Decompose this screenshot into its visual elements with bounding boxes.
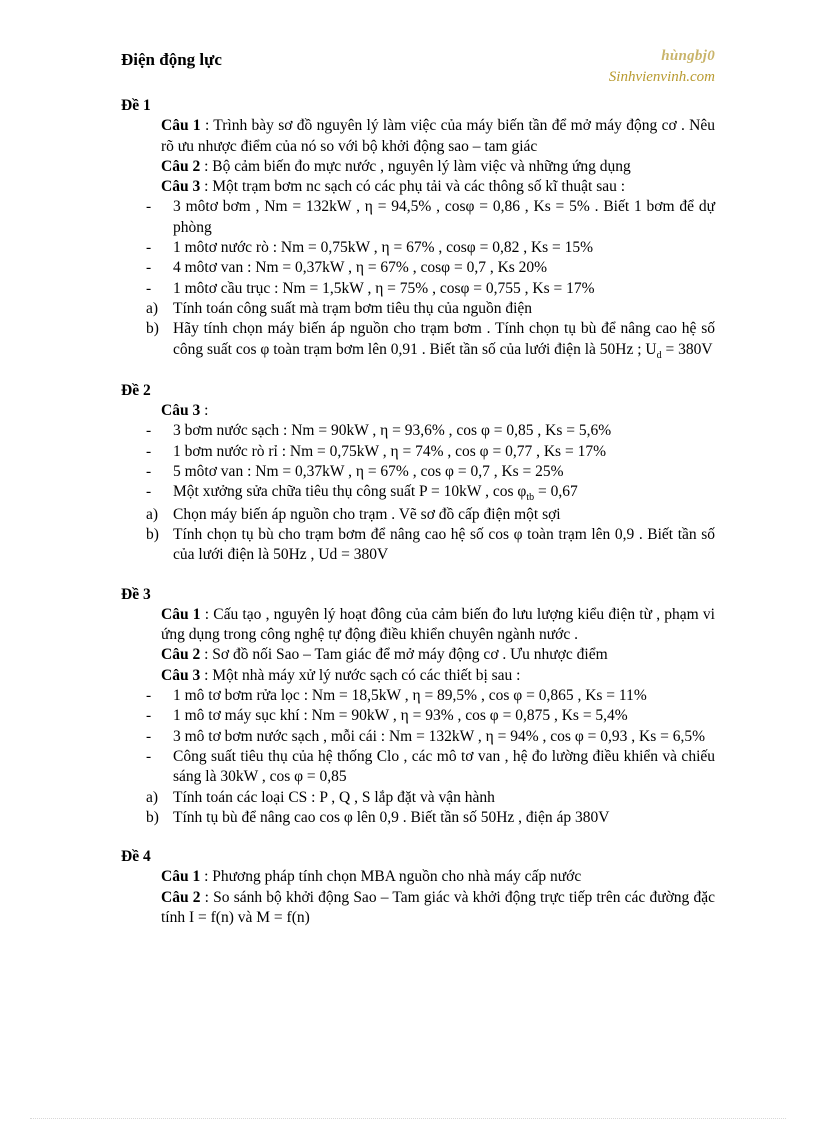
list-marker: a) bbox=[146, 505, 159, 523]
list-item bbox=[121, 421, 715, 441]
brand-site: Sinhvienvinh.com bbox=[608, 69, 715, 85]
list-item-text: 3 bơm nước sạch : Nm = 90kW , η = 93,6% , cos φ = 0,85 , Ks = 5,6% bbox=[173, 422, 612, 440]
list-item bbox=[121, 482, 715, 504]
question-q1 bbox=[161, 116, 715, 157]
question-label: Câu 1 bbox=[161, 868, 201, 886]
list-marker: b) bbox=[146, 320, 159, 338]
list-item-text: 1 môtơ cầu trục : Nm = 1,5kW , η = 75% , cosφ = 0,755 , Ks = 17% bbox=[173, 279, 595, 297]
list-item-text: 1 môtơ nước rò : Nm = 0,75kW , η = 67% , cosφ = 0,82 , Ks = 15% bbox=[173, 239, 594, 257]
list-item bbox=[121, 299, 715, 319]
list-item bbox=[121, 706, 715, 726]
question-q3 bbox=[161, 401, 715, 421]
question-q2 bbox=[161, 888, 715, 929]
list-item bbox=[121, 319, 715, 362]
list-item bbox=[121, 686, 715, 706]
page-bottom-rule bbox=[30, 1118, 786, 1119]
question-q3 bbox=[161, 666, 715, 686]
list-item-text: Tính toán các loại CS : P , Q , S lắp đặt và vận hành bbox=[173, 788, 495, 806]
brand-watermark bbox=[609, 46, 715, 88]
exam-section bbox=[121, 96, 715, 362]
list-item bbox=[121, 442, 715, 462]
question-q2 bbox=[161, 157, 715, 177]
subscript: d bbox=[656, 349, 662, 361]
question-label: Câu 1 bbox=[161, 117, 201, 135]
list-item-text: Hãy tính chọn máy biến áp nguồn cho trạm bơm . Tính chọn tụ bù để nâng cao hệ số công suất cos φ toàn trạm bơm lên 0,91 . Biết tần số của lưới điện là 50Hz ; U bbox=[173, 320, 715, 358]
list-marker: - bbox=[146, 707, 152, 725]
list-item bbox=[121, 197, 715, 238]
list-item bbox=[121, 808, 715, 828]
list-item-text: 3 mô tơ bơm nước sạch , mỗi cái : Nm = 132kW , η = 94% , cos φ = 0,93 , Ks = 6,5% bbox=[173, 727, 706, 745]
section-heading: Đề 2 bbox=[121, 381, 151, 399]
list-item-text: 5 môtơ van : Nm = 0,37kW , η = 67% , cos φ = 0,7 , Ks = 25% bbox=[173, 463, 564, 481]
exam-section bbox=[121, 381, 715, 566]
question-text: : bbox=[200, 402, 209, 420]
document-title: Điện động lực bbox=[121, 50, 222, 69]
question-label: Câu 2 bbox=[161, 646, 201, 664]
question-q1 bbox=[161, 605, 715, 646]
list-item-text: Tính toán công suất mà trạm bơm tiêu thụ của nguồn điện bbox=[173, 299, 533, 317]
list-item bbox=[121, 505, 715, 525]
list-item-text: 3 môtơ bơm , Nm = 132kW , η = 94,5% , cosφ = 0,86 , Ks = 5% . Biết 1 bơm để dự phòng bbox=[173, 198, 715, 236]
question-label: Câu 3 bbox=[161, 666, 201, 684]
list-item-text: Một xưởng sửa chữa tiêu thụ công suất P = 10kW , cos φ bbox=[173, 483, 527, 501]
list-marker: - bbox=[146, 687, 152, 705]
exam-section bbox=[121, 585, 715, 829]
list-item bbox=[121, 258, 715, 278]
document-body bbox=[121, 96, 715, 947]
list-item-text: 1 mô tơ máy sục khí : Nm = 90kW , η = 93% , cos φ = 0,875 , Ks = 5,4% bbox=[173, 707, 628, 725]
list-item bbox=[121, 747, 715, 788]
question-text: : Một trạm bơm nc sạch có các phụ tải và các thông số kĩ thuật sau : bbox=[200, 178, 626, 196]
list-item-tail: = 380V bbox=[661, 340, 713, 358]
section-heading: Đề 3 bbox=[121, 585, 151, 603]
question-q1 bbox=[161, 867, 715, 887]
list-marker: - bbox=[146, 483, 152, 501]
list-marker: - bbox=[146, 422, 152, 440]
list-item bbox=[121, 788, 715, 808]
question-q2 bbox=[161, 645, 715, 665]
list-item-text: 1 bơm nước rò rỉ : Nm = 0,75kW , η = 74% , cos φ = 0,77 , Ks = 17% bbox=[173, 442, 606, 460]
list-item-text: Tính chọn tụ bù cho trạm bơm để nâng cao hệ số cos φ toàn trạm lên 0,9 . Biết tần số của lưới điện là 50Hz , Ud = 380V bbox=[173, 525, 715, 564]
list-item-text: 1 mô tơ bơm rửa lọc : Nm = 18,5kW , η = 89,5% , cos φ = 0,865 , Ks = 11% bbox=[173, 687, 647, 705]
section-heading: Đề 1 bbox=[121, 97, 151, 114]
section-heading: Đề 4 bbox=[121, 848, 151, 866]
question-q3 bbox=[161, 177, 715, 197]
list-item bbox=[121, 279, 715, 299]
list-item bbox=[121, 525, 715, 566]
list-marker: - bbox=[146, 239, 152, 257]
list-marker: - bbox=[146, 442, 152, 460]
list-marker: - bbox=[146, 727, 152, 745]
list-item-text: 4 môtơ van : Nm = 0,37kW , η = 67% , cosφ = 0,7 , Ks 20% bbox=[173, 259, 548, 277]
question-text: : Một nhà máy xử lý nước sạch có các thiết bị sau : bbox=[200, 666, 521, 684]
question-label: Câu 1 bbox=[161, 605, 201, 623]
question-text: : Trình bày sơ đồ nguyên lý làm việc của máy biến tần để mở máy động cơ . Nêu rõ ưu nhược điểm của nó so với bộ khởi động sao – tam giác bbox=[161, 117, 715, 155]
list-marker: b) bbox=[146, 808, 159, 826]
question-label: Câu 3 bbox=[161, 178, 201, 196]
question-text: : So sánh bộ khởi động Sao – Tam giác và khởi động trực tiếp trên các đường đặc tính I = f(n) và M = f(n) bbox=[161, 888, 715, 926]
question-text: : Sơ đồ nối Sao – Tam giác để mở máy động cơ . Ưu nhược điểm bbox=[200, 646, 608, 664]
list-item-text: Chọn máy biến áp nguồn cho trạm . Vẽ sơ đồ cấp điện một sợi bbox=[173, 505, 561, 523]
question-label: Câu 3 bbox=[161, 402, 201, 420]
list-marker: a) bbox=[146, 788, 159, 806]
list-marker: b) bbox=[146, 525, 159, 543]
list-marker: - bbox=[146, 259, 152, 277]
list-marker: - bbox=[146, 279, 152, 297]
list-marker: a) bbox=[146, 299, 159, 317]
list-item bbox=[121, 462, 715, 482]
question-label: Câu 2 bbox=[161, 157, 201, 175]
list-marker: - bbox=[146, 463, 152, 481]
question-text: : Bộ cảm biến đo mực nước , nguyên lý làm việc và những ứng dụng bbox=[200, 157, 631, 175]
exam-section bbox=[121, 847, 715, 928]
list-item-text: Công suất tiêu thụ của hệ thống Clo , các mô tơ van , hệ đo lường điều khiển và chiếu sáng là 30kW , cos φ = 0,85 bbox=[173, 747, 715, 786]
list-item bbox=[121, 727, 715, 747]
list-marker: - bbox=[146, 198, 152, 216]
question-text: : Phương pháp tính chọn MBA nguồn cho nhà máy cấp nước bbox=[200, 868, 582, 886]
list-item-tail: = 0,67 bbox=[534, 483, 578, 501]
brand-name: hùngbj0 bbox=[661, 48, 715, 64]
list-item-text: Tính tụ bù để nâng cao cos φ lên 0,9 . Biết tần số 50Hz , điện áp 380V bbox=[173, 808, 610, 826]
question-text: : Cấu tạo , nguyên lý hoạt đông của cảm biến đo lưu lượng kiểu điện từ , phạm vi ứng dụng trong công nghệ tự động điều khiển chuyên ngành nước . bbox=[161, 605, 715, 644]
question-label: Câu 2 bbox=[161, 888, 201, 906]
list-marker: - bbox=[146, 747, 152, 765]
subscript: tb bbox=[526, 492, 535, 504]
list-item bbox=[121, 238, 715, 258]
